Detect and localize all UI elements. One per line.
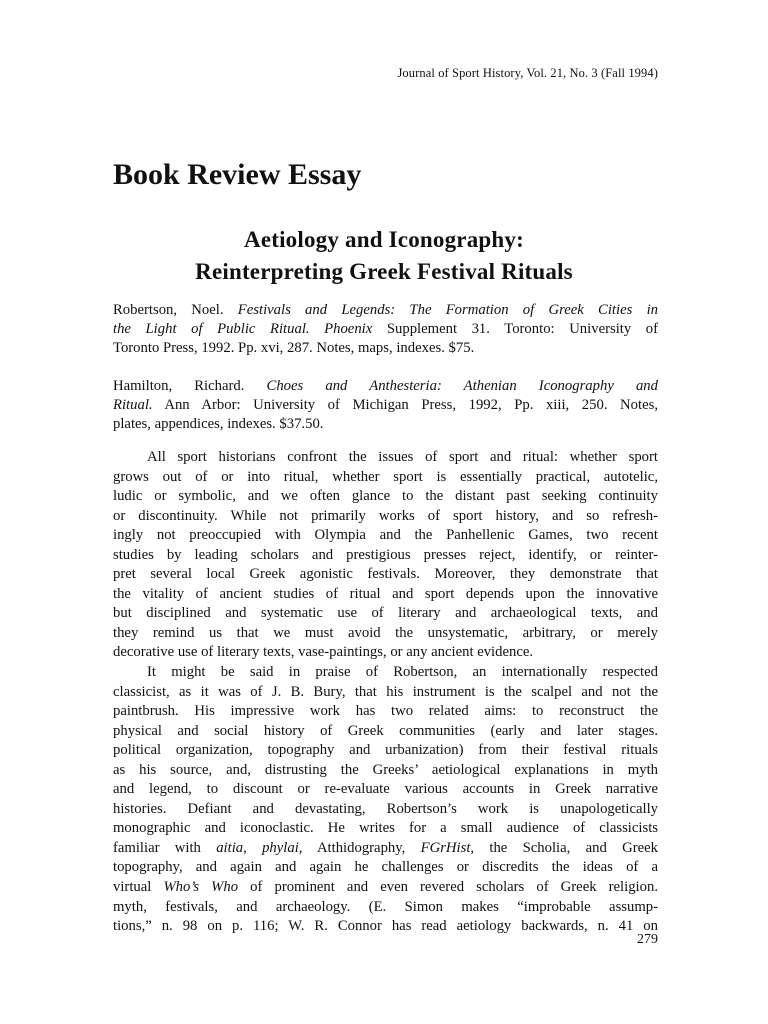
journal-header: Journal of Sport History, Vol. 21, No. 3 (Fall 1994) — [397, 66, 658, 80]
essay-title — [0, 224, 768, 288]
text-run: the vitality of ancient studies of ritual and sport depends upon the innovative — [113, 585, 658, 602]
italic-text: aitia, phylai, — [216, 839, 303, 856]
text-run: studies by leading scholars and prestigious presses reject, identify, or reinter- — [113, 546, 658, 563]
text-run: monographic and iconoclastic. He writes for a small audience of classicists — [113, 820, 658, 837]
text-line — [113, 741, 658, 761]
text-line — [113, 878, 658, 898]
text-line — [113, 839, 658, 859]
text-run: political organization, topography and urbanization) from their festival rituals — [113, 742, 658, 759]
text-run: myth, festivals, and archaeology. (E. Simon makes “improbable assump- — [113, 898, 658, 915]
body-paragraph — [113, 663, 658, 937]
text-run: decorative use of literary texts, vase-paintings, or any ancient evidence. — [113, 644, 534, 661]
italic-text: Choes and Anthesteria: Athenian Iconography and — [266, 377, 658, 394]
text-run: Toronto Press, 1992. Pp. xvi, 287. Notes, maps, indexes. $75. — [113, 340, 475, 357]
text-run: familiar with — [113, 839, 217, 856]
text-run: paintbrush. His impressive work has two related aims: to reconstruct the — [113, 703, 658, 720]
text-run: the Scholia, and Greek — [474, 839, 658, 856]
text-run: ingly not preoccupied with Olympia and the Panhellenic Games, two recent — [113, 527, 658, 544]
text-line — [113, 858, 658, 878]
text-line — [113, 898, 658, 918]
essay-title-line: Reinterpreting Greek Festival Rituals — [195, 259, 573, 284]
page-number: 279 — [637, 932, 658, 947]
body-paragraph — [113, 448, 658, 663]
text-run: Ann Arbor: University of Michigan Press, 1992, Pp. xiii, 250. Notes, — [152, 396, 658, 413]
text-run: pret several local Greek agonistic festivals. Moreover, they demonstrate that — [113, 566, 658, 583]
text-run: they remind us that we must avoid the unsystematic, arbitrary, or merely — [113, 624, 658, 641]
text-line — [113, 339, 658, 358]
italic-text: Who’s Who — [163, 879, 239, 896]
essay-label: Book Review Essay — [113, 158, 362, 191]
text-run: grows out of or into ritual, whether sport is essentially practical, autotelic, — [113, 468, 658, 485]
text-line — [113, 468, 658, 488]
text-line — [113, 396, 658, 415]
italic-text: FGrHist, — [420, 839, 475, 856]
italic-text: Festivals and Legends: The Formation of Greek Cities in — [237, 302, 658, 318]
text-run: classicist, as it was of J. B. Bury, that his instrument is the scalpel and not the — [113, 683, 658, 700]
text-line — [113, 320, 658, 339]
book-citation — [113, 377, 658, 435]
text-run: of prominent and even revered scholars of Greek religion. — [238, 879, 658, 896]
text-run: Hamilton, Richard. — [113, 377, 267, 394]
text-run: or discontinuity. While not primarily works of sport history, and so refresh- — [113, 507, 658, 524]
text-line — [113, 819, 658, 839]
text-line — [113, 800, 658, 820]
text-run: and legend, to discount or re-evaluate various accounts in Greek narrative — [113, 781, 658, 798]
text-run: All sport historians confront the issues of sport and ritual: whether sport — [147, 449, 658, 465]
text-run: It might be said in praise of Robertson, an internationally respected — [147, 664, 658, 681]
text-run: Robertson, Noel. — [113, 302, 238, 318]
text-line — [113, 448, 658, 468]
italic-text: the Light of Public Ritual. Phoenix — [113, 321, 373, 338]
text-run: plates, appendices, indexes. $37.50. — [113, 416, 324, 433]
text-line — [113, 487, 658, 507]
text-line — [113, 917, 658, 937]
text-run: topography, and again and again he challenges or discredits the ideas of a — [113, 859, 658, 876]
text-line — [113, 663, 658, 683]
text-run: Atthidography, — [302, 839, 421, 856]
text-line — [113, 604, 658, 624]
text-run: but disciplined and systematic use of literary and archaeological texts, and — [113, 605, 658, 622]
essay-body — [113, 448, 658, 937]
text-line — [113, 415, 658, 434]
text-line — [113, 780, 658, 800]
text-line — [113, 565, 658, 585]
text-line — [113, 546, 658, 566]
text-line — [113, 683, 658, 703]
text-run: histories. Defiant and devastating, Robertson’s work is unapologetically — [113, 800, 658, 817]
text-run: ludic or symbolic, and we often glance to the distant past seeking continuity — [113, 488, 658, 505]
text-run: physical and social history of Greek communities (early and later stages. — [113, 722, 658, 739]
text-line — [113, 377, 658, 396]
text-run: as his source, and, distrusting the Greeks’ aetiological explanations in myth — [113, 761, 658, 778]
text-line — [113, 507, 658, 527]
text-line — [113, 585, 658, 605]
book-citations — [113, 301, 658, 452]
italic-text: Ritual. — [113, 396, 153, 413]
text-line — [113, 761, 658, 781]
text-line — [113, 643, 658, 663]
text-line — [113, 624, 658, 644]
text-line — [113, 722, 658, 742]
text-line — [113, 526, 658, 546]
text-line — [113, 702, 658, 722]
text-run: Supplement 31. Toronto: University of — [372, 321, 659, 338]
text-line — [113, 301, 658, 320]
text-run: virtual — [113, 879, 164, 896]
text-run: tions,” n. 98 on p. 116; W. R. Connor has read aetiology backwards, n. 41 on — [113, 918, 658, 935]
book-citation — [113, 301, 658, 359]
essay-title-line: Aetiology and Iconography: — [244, 227, 524, 252]
